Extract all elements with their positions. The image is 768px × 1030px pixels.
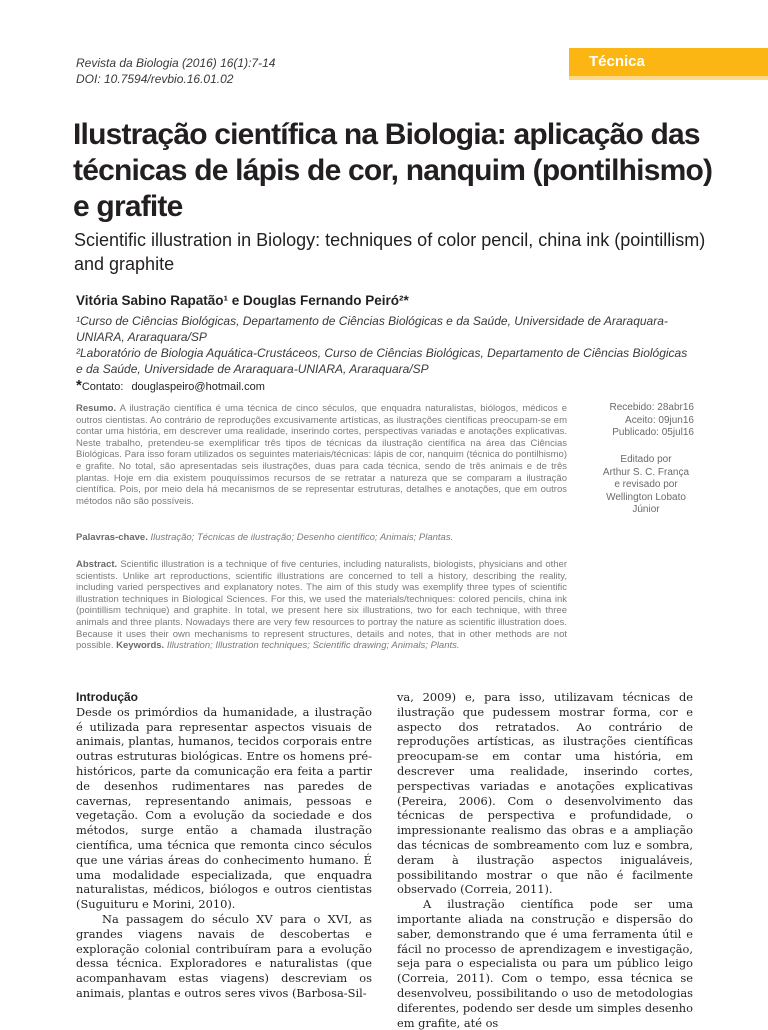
abstract-paragraph xyxy=(76,559,567,652)
editor-line-4: Wellington Lobato xyxy=(606,491,686,503)
contact-email: douglaspeiro@hotmail.com xyxy=(131,381,265,393)
palavras-chave-text: Ilustração; Técnicas de ilustração; Desenho científico; Animais; Plantas. xyxy=(150,532,454,543)
section-tag-label: Técnica xyxy=(589,53,645,70)
resumo-text: A ilustração científica é uma técnica de cinco séculos, que enquadra naturalistas, biólogos, médicos e outros cientistas. Ao contrário de reproduções excusivamente artísticas, as ilustrações científicas preocupam-se em contar uma história, em descrever uma realidade, inserindo cortes, perspectivas variadas e anotações explicativas. Neste trabalho, pretendeu-se exemplificar três tipos de técnicas da ilustração científica na área das Ciências Biológicas. Para isso foram utilizados os seguintes materiais/técnicas: lápis de cor, nanquim (técnica do pontilhismo) e grafite. No total, são apresentadas seis ilustrações, duas para cada técnica, sendo de três animais e de três plantas. Hoje em dia existem pouquíssimos recursos de se retratar a natureza que se comparam a ilustração científica. Pois, por meio dela há mecanismos de se representar estruturas, detalhes e anotações, que em outros métodos não são possíveis. xyxy=(76,403,567,507)
contact-asterisk: * xyxy=(76,377,82,394)
contact-line xyxy=(76,377,265,394)
article-dates xyxy=(580,402,694,440)
keywords-text: Illustration; Illustration techniques; Scientific drawing; Animals; Plants. xyxy=(166,640,460,652)
editor-line-5: Júnior xyxy=(632,504,660,516)
authors: Vitória Sabino Rapatão¹ e Douglas Fernando Peiró²* xyxy=(76,293,409,308)
editor-note xyxy=(586,454,706,517)
abstract-label: Abstract. xyxy=(76,559,118,570)
editor-line-1: Editado por xyxy=(620,454,672,465)
editor-line-2: Arthur S. C. França xyxy=(602,466,690,478)
journal-citation-block xyxy=(76,55,275,87)
section-tag xyxy=(569,48,768,80)
journal-citation: Revista da Biologia (2016) 16(1):7-14 xyxy=(76,56,276,70)
date-accepted: Aceito: 09jun16 xyxy=(625,414,694,426)
body-paragraph-2-end: va, 2009) e, para isso, utilizavam técnicas de ilustração que pudessem mostrar forma, cor e aspecto dos retratados. Ao contrário de reproduções artísticas, as ilustrações científicas preocupam-se em contar uma história, em descrever uma realidade, inserindo cortes, perspectivas variadas e anotações explicativas (Pereira, 2006). Com o desenvolvimento das técnicas de perspectiva e profundidade, o impressionante realismo das obras e a ampliação das técnicas de sombreamento com luz e sombra, deram à ilustração aspectos inigualáveis, possibilitando mostrar o que não é facilmente observado (Correia, 2011). xyxy=(397,690,693,897)
editor-line-3: e revisado por xyxy=(614,479,678,491)
section-heading-introducao: Introdução xyxy=(76,690,138,704)
keywords-label: Keywords. xyxy=(116,640,165,652)
contact-label: Contato: xyxy=(81,381,124,393)
date-published: Publicado: 05jul16 xyxy=(612,427,694,439)
date-received: Recebido: 28abr16 xyxy=(609,402,694,413)
article-title: Ilustração científica na Biologia: aplicação das técnicas de lápis de cor, nanquim (pontilhismo) e grafite xyxy=(73,118,713,223)
body-column-right xyxy=(397,690,693,1030)
body-paragraph-1: Desde os primórdios da humanidade, a ilustração é utilizada para representar aspectos visuais de animais, plantas, humanos, tecidos corporais entre outras estruturas biológicas. Entre os homens pré-históricos, parte da comunicação era feita a partir de desenhos rudimentares nas paredes de cavernas, representando animais, pessoas e vegetação. Com a evolução da sociedade e dos métodos, surge então a chamada ilustração científica, uma técnica que remonta cinco séculos que une várias áreas do conhecimento humano. É uma modalidade especializada, que enquadra naturalistas, médicos, biólogos e outros cientistas (Suguituru e Morini, 2010). xyxy=(76,704,372,912)
affiliation-1: ¹Curso de Ciências Biológicas, Departamento de Ciências Biológicas e da Saúde, Universidade de Araraquara-UNIARA, Araraquara/SP xyxy=(76,314,668,344)
abstract-text: Scientific illustration is a technique of five centuries, including naturalists, biologists, physicians and other scientists. Unlike art reproductions, scientific illustrations are concerned to tell a history, describing the reality, including varied perspectives and explanatory notes. The aim of this study was exemplify three types of scientific illustration techniques in Biological Sciences. For this, we used the materials/techniques: colored pencils, china ink (pointillism technique) and graphite. In total, we present here six illustrations, two for each technique, with three animals and three plants. Nowadays there are very few resources to portray the nature as scientific illustration does. Because it uses their own mechanisms to represent structures, details and notes, that in other methods are not possible. xyxy=(76,559,568,652)
body-paragraph-3: A ilustração científica pode ser uma importante aliada na construção e dispersão do saber, demonstrando que é uma ferramenta útil e fácil no processo de aprendizagem e investigação, seja para o especialista ou para um público leigo (Correia, 2011). Com o tempo, essa técnica se desenvolveu, possibilitando o uso de metodologias diferentes, podendo ser desde um simples desenho em grafite, até os xyxy=(397,897,693,1030)
body-column-left xyxy=(76,690,372,1001)
affiliation-2: ²Laboratório de Biologia Aquática-Crustáceos, Curso de Ciências Biológicas, Departamento de Ciências Biológicas e da Saúde, Universidade de Araraquara-UNIARA, Araraquara/SP xyxy=(76,346,688,376)
article-subtitle: Scientific illustration in Biology: techniques of color pencil, china ink (pointillism) and graphite xyxy=(74,230,706,274)
palavras-chave-label: Palavras-chave. xyxy=(76,532,148,543)
body-paragraph-2-start: Na passagem do século XV para o XVI, as grandes viagens navais de descobertas e exploração colonial contribuíram para a evolução dessa técnica. Exploradores e naturalistas (que acompanhavam estas viagens) descreviam os animais, plantas e outros seres vivos (Barbosa-Sil- xyxy=(76,911,372,1000)
resumo-label: Resumo. xyxy=(76,403,117,414)
journal-doi: DOI: 10.7594/revbio.16.01.02 xyxy=(76,72,234,86)
palavras-chave-paragraph xyxy=(76,532,567,544)
resumo-paragraph xyxy=(76,403,567,507)
